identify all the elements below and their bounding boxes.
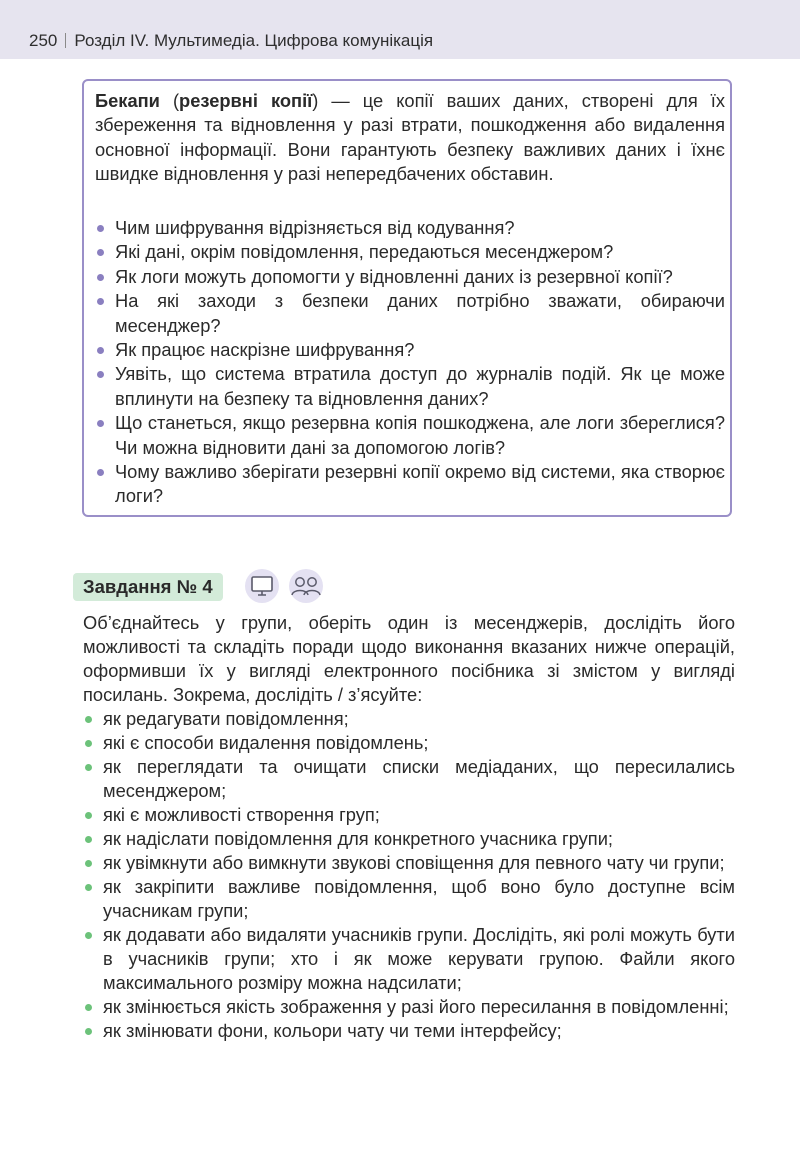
question-text: Чому важливо зберігати резервні копії окремо від системи, яка створює логи? [115, 461, 725, 507]
definition-paragraph [95, 89, 725, 187]
list-item [83, 851, 735, 875]
bullet-icon [97, 469, 104, 476]
bullet-icon [97, 298, 104, 305]
bullet-icon [85, 764, 92, 771]
question-list [95, 216, 725, 509]
list-item [83, 1019, 735, 1043]
bullet-icon [97, 225, 104, 232]
bullet-icon [97, 249, 104, 256]
computer-icon [245, 569, 279, 603]
list-item [95, 265, 725, 289]
list-item [95, 411, 725, 460]
bullet-icon [85, 884, 92, 891]
bullet-icon [97, 371, 104, 378]
group-icon [289, 569, 323, 603]
list-item [95, 216, 725, 240]
list-item [83, 731, 735, 755]
header-text [29, 31, 433, 51]
list-item [95, 240, 725, 264]
task-intro: Об’єднайтесь у групи, оберіть один із месенджерів, дослідіть його можливості та складіть поради щодо виконання вказаних нижче операцій, оформивши їх у вигляді електронного посібника зі змістом у вигляді посилань. Зокрема, дослідіть / з’ясуйте: [83, 612, 735, 705]
list-item [83, 755, 735, 803]
task-list [83, 707, 735, 1043]
list-item [83, 875, 735, 923]
list-item [83, 923, 735, 995]
bullet-icon [85, 1004, 92, 1011]
question-text: Що станеться, якщо резервна копія пошкоджена, але логи збереглися? Чи можна відновити дані за допомогою логів? [115, 412, 725, 458]
list-item [83, 803, 735, 827]
list-item [95, 338, 725, 362]
list-item [83, 827, 735, 851]
list-item [83, 995, 735, 1019]
task-item-text: як надіслати повідомлення для конкретного учасника групи; [103, 828, 613, 849]
task-item-text: які є можливості створення груп; [103, 804, 380, 825]
list-item [95, 460, 725, 509]
chapter-title: Розділ IV. Мультимедіа. Цифрова комунікація [74, 31, 434, 50]
question-text: Як працює наскрізне шифрування? [115, 339, 415, 361]
list-item [95, 362, 725, 411]
task-item-text: як закріпити важливе повідомлення, щоб воно було доступне всім учасникам групи; [103, 876, 735, 921]
question-text: Які дані, окрім повідомлення, передаються месенджером? [115, 241, 614, 263]
task-item-text: як переглядати та очищати списки медіаданих, що пересилались месенджером; [103, 756, 735, 801]
bullet-icon [85, 1028, 92, 1035]
bullet-icon [97, 420, 104, 427]
bullet-icon [85, 932, 92, 939]
bullet-icon [97, 347, 104, 354]
task-item-text: які є способи видалення повідомлень; [103, 732, 429, 753]
task-item-text: як увімкнути або вимкнути звукові сповіщення для певного чату чи групи; [103, 852, 725, 873]
definition-term-alt: резервні копії [179, 90, 313, 111]
bullet-icon [85, 716, 92, 723]
bullet-icon [85, 740, 92, 747]
list-item [83, 707, 735, 731]
bullet-icon [85, 860, 92, 867]
question-text: Уявіть, що система втратила доступ до журналів подій. Як це може вплинути на безпеку та відновлення даних? [115, 363, 725, 409]
bullet-icon [97, 274, 104, 281]
task-item-text: як змінюється якість зображення у разі його пересилання в повідомленні; [103, 996, 729, 1017]
task-item-text: як змінювати фони, кольори чату чи теми інтерфейсу; [103, 1020, 562, 1041]
definition-term: Бекапи [95, 90, 160, 111]
header-divider [65, 33, 66, 48]
list-item [95, 289, 725, 338]
page-number: 250 [29, 31, 58, 50]
task-item-text: як редагувати повідомлення; [103, 708, 349, 729]
bullet-icon [85, 836, 92, 843]
page-header [0, 0, 800, 59]
definition-open-paren: ( [159, 90, 180, 111]
question-text: Як логи можуть допомогти у відновленні даних із резервної копії? [115, 265, 673, 287]
question-text: Чим шифрування відрізняється від кодування? [115, 217, 515, 238]
definition-text: ) — це копії ваших даних, створені для їх збереження та відновлення у разі втрати, пошкодження або видалення основної інформації. Вони гарантують безпеку важливих даних і їхнє швидке відновлення у разі непередбачених обставин. [95, 90, 726, 185]
bullet-icon [85, 812, 92, 819]
question-text: На які заходи з безпеки даних потрібно зважати, обираючи месенджер? [115, 290, 725, 336]
task-icons [244, 568, 328, 604]
task-item-text: як додавати або видаляти учасників групи. Дослідіть, які ролі можуть бути в учасників групи; хто і як може керувати групою. Файли якого максимального розміру можна надсилати; [103, 924, 735, 993]
task-label: Завдання № 4 [73, 573, 223, 601]
